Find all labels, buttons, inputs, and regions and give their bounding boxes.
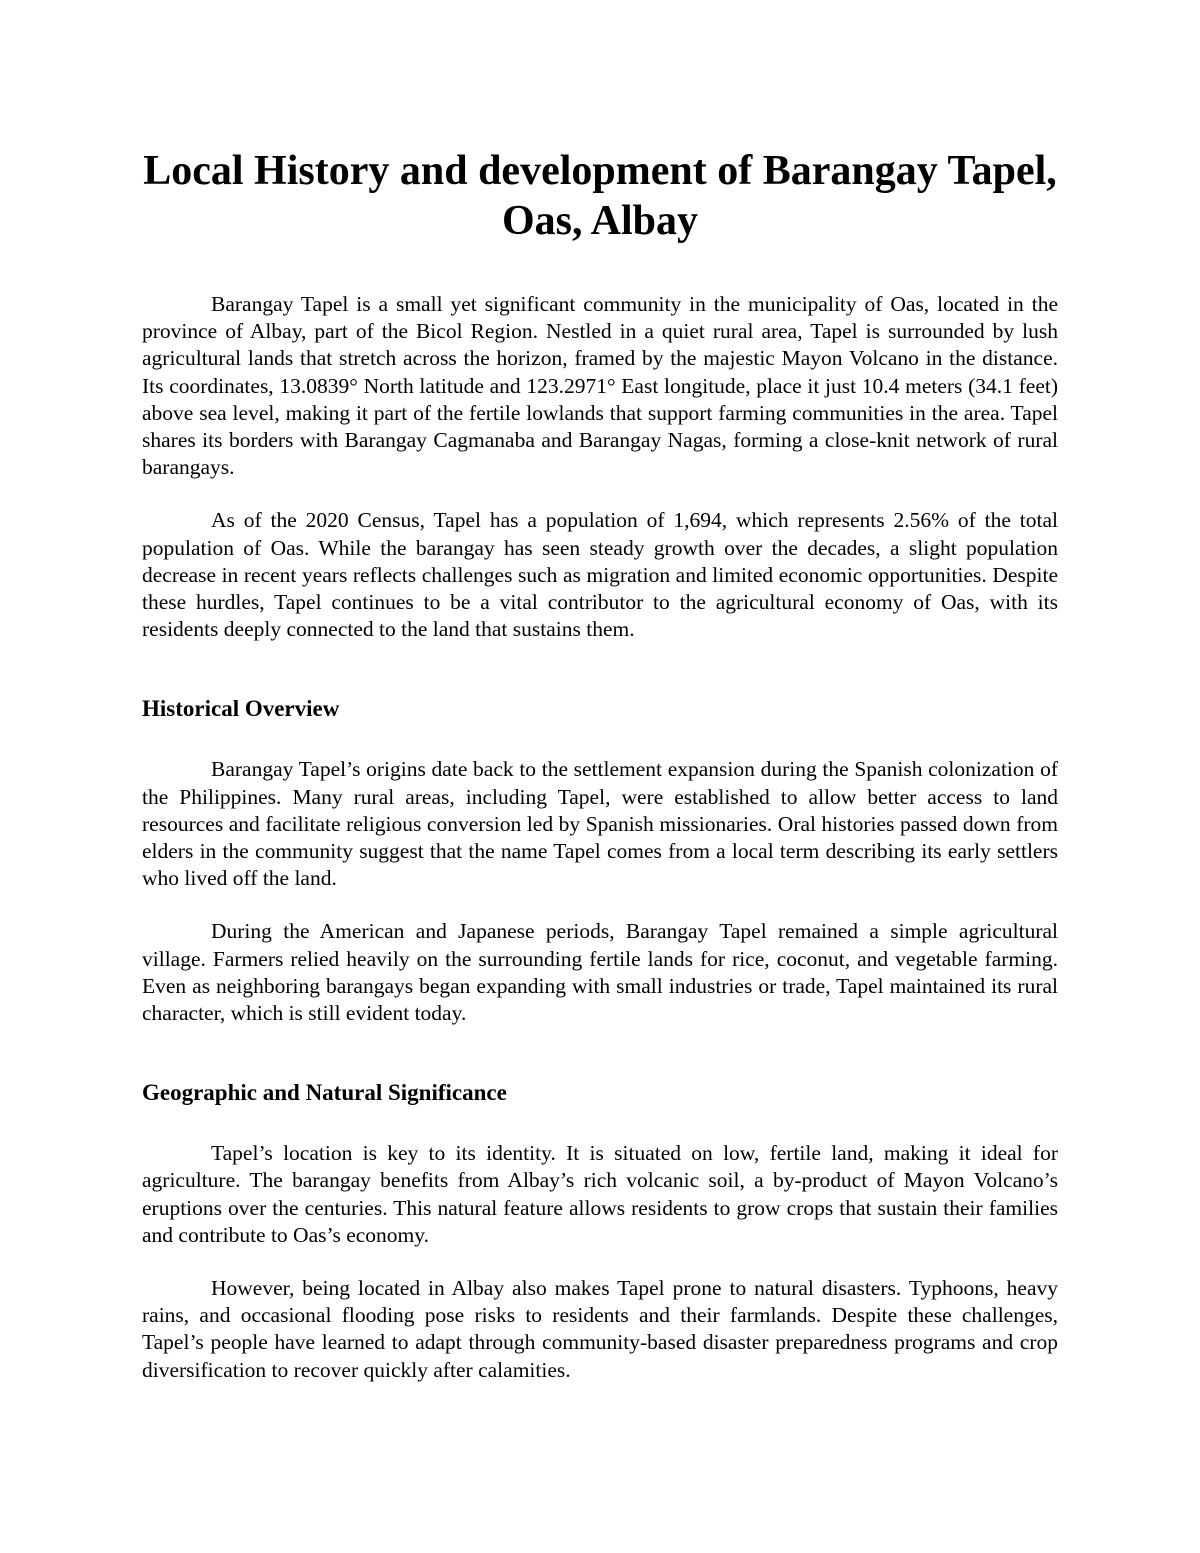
- intro-paragraph-1: Barangay Tapel is a small yet significant community in the municipality of Oas, located in the province of Albay, part of the Bicol Region. Nestled in a quiet rural area, Tapel is surrounded by lush agricultural lands that stretch across the horizon, framed by the majestic Mayon Volcano in the distance. Its coordinates, 13.0839° North latitude and 123.2971° East longitude, place it just 10.4 meters (34.1 feet) above sea level, making it part of the fertile lowlands that support farming communities in the area. Tapel shares its borders with Barangay Cagmanaba and Barangay Nagas, forming a close-knit network of rural barangays.: [142, 292, 1058, 480]
- historical-paragraph-2: During the American and Japanese periods, Barangay Tapel remained a simple agricultural village. Farmers relied heavily on the surrounding fertile lands for rice, coconut, and vegetable farming. Even as neighboring barangays began expanding with small industries or trade, Tapel maintained its rural character, which is still evident today.: [142, 919, 1058, 1026]
- section-heading-geographic-significance: Geographic and Natural Significance: [142, 1080, 507, 1106]
- geographic-paragraph-1: Tapel’s location is key to its identity. It is situated on low, fertile land, making it ideal for agriculture. The barangay benefits from Albay’s rich volcanic soil, a by-product of Mayon Volcano’s eruptions over the centuries. This natural feature allows residents to grow crops that sustain their families and contribute to Oas’s economy.: [142, 1141, 1058, 1247]
- document-title: Local History and development of Barangay Tapel, Oas, Albay: [143, 148, 1057, 244]
- intro-paragraph-2: As of the 2020 Census, Tapel has a population of 1,694, which represents 2.56% of the total population of Oas. While the barangay has seen steady growth over the decades, a slight population decrease in recent years reflects challenges such as migration and limited economic opportunities. Despite these hurdles, Tapel continues to be a vital contributor to the agricultural economy of Oas, with its residents deeply connected to the land that sustains them.: [142, 508, 1058, 642]
- section-heading-historical-overview: Historical Overview: [142, 696, 340, 722]
- document-page: [142, 146, 1058, 1384]
- geographic-paragraph-2: However, being located in Albay also makes Tapel prone to natural disasters. Typhoons, heavy rains, and occasional flooding pose risks to residents and their farmlands. Despite these challenges, Tapel’s people have learned to adapt through community-based disaster preparedness programs and crop diversification to recover quickly after calamities.: [142, 1276, 1058, 1382]
- historical-paragraph-1: Barangay Tapel’s origins date back to the settlement expansion during the Spanish colonization of the Philippines. Many rural areas, including Tapel, were established to allow better access to land resources and facilitate religious conversion led by Spanish missionaries. Oral histories passed down from elders in the community suggest that the name Tapel comes from a local term describing its early settlers who lived off the land.: [142, 757, 1058, 891]
